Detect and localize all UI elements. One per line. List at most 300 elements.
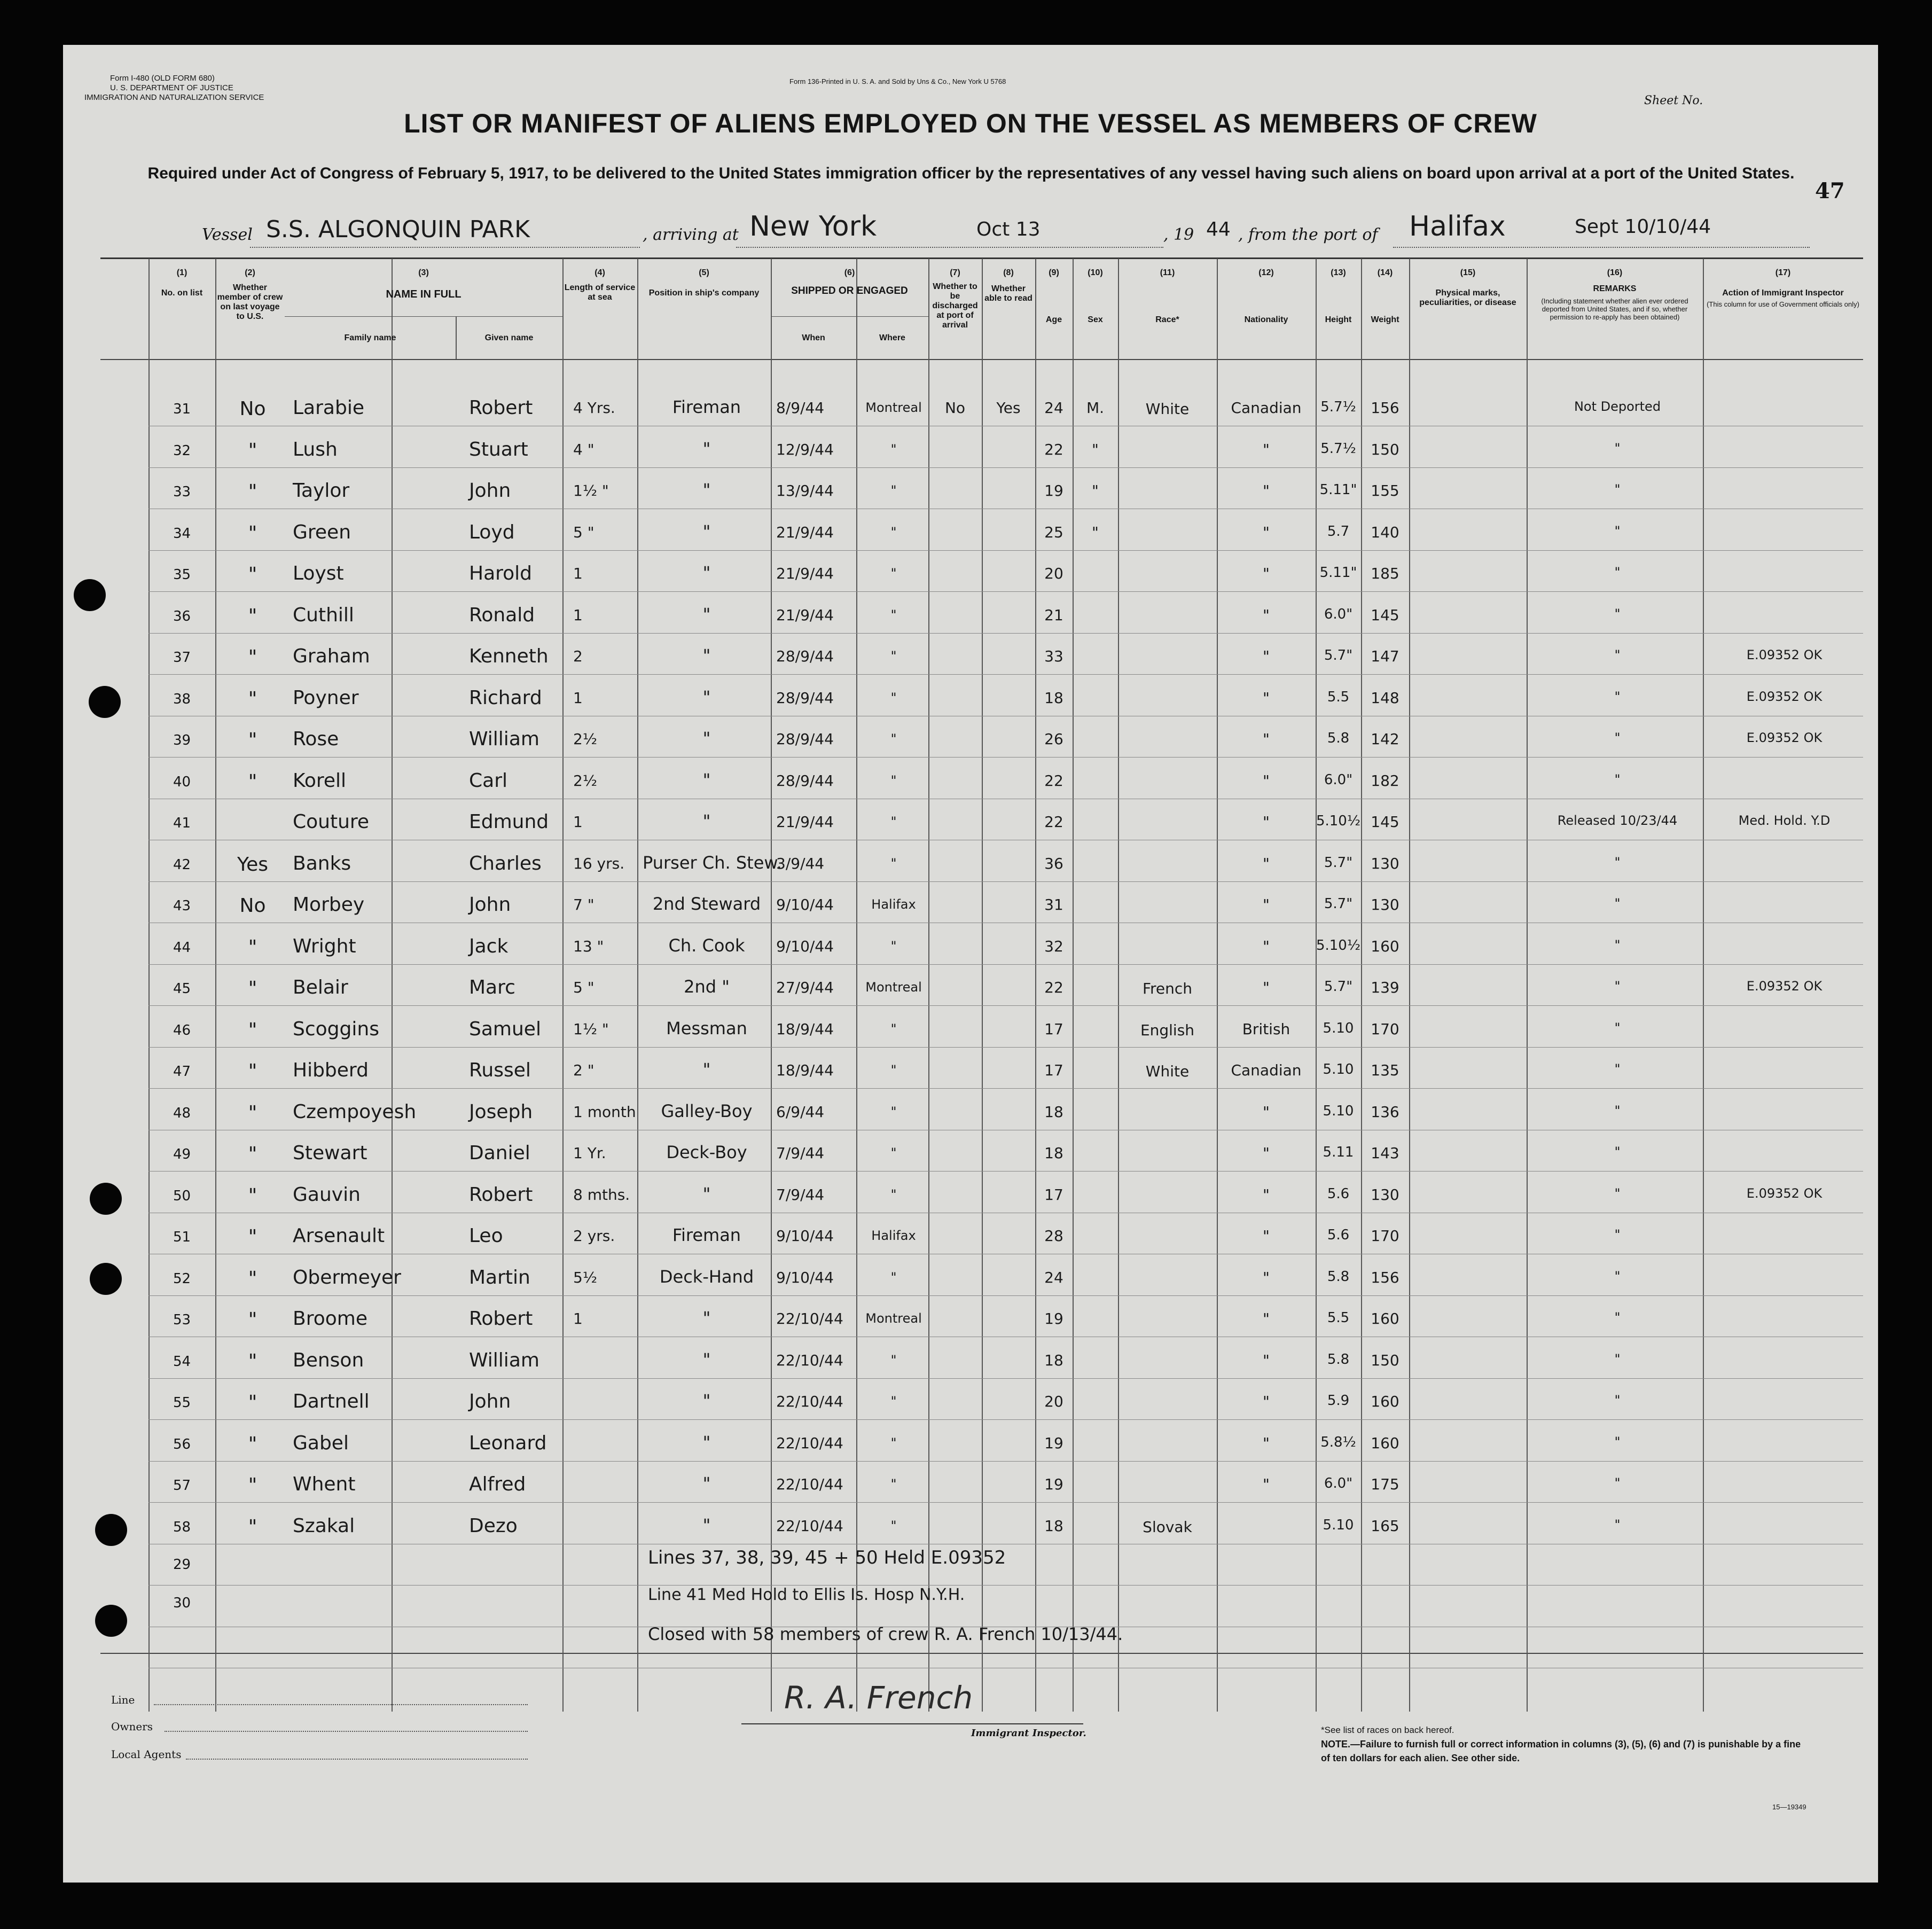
- table-row: [63, 436, 1878, 477]
- shipped-where: ": [890, 772, 897, 788]
- previous-voyage: ": [248, 522, 257, 544]
- nationality: ": [1263, 1351, 1270, 1369]
- remarks: ": [1614, 1144, 1621, 1159]
- previous-voyage: ": [248, 1019, 257, 1041]
- age: 17: [1044, 1061, 1063, 1079]
- row-number: 47: [173, 1064, 191, 1080]
- remarks: ": [1614, 1517, 1621, 1532]
- family-name: Green: [293, 521, 351, 543]
- age: 18: [1044, 1103, 1063, 1121]
- nationality: ": [1263, 937, 1270, 955]
- nationality: ": [1263, 482, 1270, 499]
- age: 19: [1044, 1434, 1063, 1452]
- family-name: Rose: [293, 728, 339, 750]
- sex: ": [1092, 440, 1099, 458]
- nationality: ": [1263, 1103, 1270, 1121]
- given-name: Robert: [469, 1308, 533, 1330]
- table-row: [63, 850, 1878, 891]
- previous-voyage: No: [239, 895, 266, 917]
- previous-voyage: ": [248, 1474, 257, 1496]
- shipped-when: 28/9/44: [776, 647, 834, 665]
- table-row: [63, 1430, 1878, 1471]
- remarks: ": [1614, 606, 1621, 621]
- family-name: Scoggins: [293, 1018, 379, 1040]
- col15-number: (15): [1460, 268, 1476, 277]
- nationality: ": [1263, 1227, 1270, 1245]
- inspector-signature: R. A. French: [784, 1680, 973, 1716]
- height: 5.10½: [1316, 937, 1361, 954]
- length-of-service: 13 ": [573, 937, 604, 955]
- nationality: ": [1263, 440, 1270, 458]
- col12-header: Nationality: [1244, 315, 1288, 324]
- weight: 160: [1371, 937, 1399, 955]
- given-name: Ronald: [469, 604, 535, 626]
- remarks: ": [1614, 1310, 1621, 1325]
- col13-number: (13): [1331, 268, 1346, 277]
- height: 5.7": [1324, 979, 1353, 995]
- line-label: Line: [111, 1693, 135, 1706]
- weight: 130: [1371, 854, 1399, 872]
- table-row: [63, 1347, 1878, 1388]
- weight: 156: [1371, 399, 1399, 417]
- nationality: ": [1263, 896, 1270, 913]
- height: 5.7½: [1320, 440, 1356, 457]
- table-row: [63, 478, 1878, 518]
- given-name: Jack: [469, 935, 509, 957]
- family-name: Banks: [293, 852, 351, 874]
- weight: 139: [1371, 979, 1399, 996]
- previous-voyage: ": [248, 1433, 257, 1455]
- age: 18: [1044, 1351, 1063, 1369]
- remarks: Not Deported: [1574, 399, 1661, 414]
- position: ": [702, 1059, 711, 1080]
- family-name: Morbey: [293, 894, 365, 916]
- shipped-when: 28/9/44: [776, 771, 834, 790]
- family-name: Czempoyesh: [293, 1100, 417, 1123]
- age: 33: [1044, 647, 1063, 665]
- age: 18: [1044, 689, 1063, 707]
- given-name: Charles: [469, 852, 542, 874]
- col13-header: Height: [1325, 315, 1352, 324]
- family-name: Gauvin: [293, 1183, 361, 1206]
- age: 22: [1044, 813, 1063, 831]
- table-row: [63, 768, 1878, 808]
- previous-voyage: Yes: [237, 853, 269, 876]
- arriving-underline: [736, 247, 1163, 248]
- inspector-action: E.09352 OK: [1746, 730, 1823, 745]
- table-row: [63, 1057, 1878, 1098]
- weight: 130: [1371, 1185, 1399, 1204]
- row-number: 57: [173, 1478, 191, 1494]
- previous-voyage: ": [248, 688, 257, 710]
- agents-underline: [186, 1759, 528, 1760]
- col7-number: (7): [950, 268, 960, 277]
- age: 36: [1044, 854, 1063, 872]
- form-number: Form I-480 (OLD FORM 680): [110, 74, 215, 83]
- shipped-when: 22/10/44: [776, 1393, 843, 1410]
- family-name: Lush: [293, 438, 338, 460]
- given-name: Russel: [469, 1059, 531, 1081]
- given-name: Harold: [469, 563, 533, 584]
- row-number: 53: [173, 1312, 191, 1328]
- height: 5.11": [1319, 565, 1357, 581]
- col14-header: Weight: [1371, 315, 1399, 324]
- row-number: 45: [173, 981, 191, 997]
- position: ": [702, 438, 711, 459]
- shipped-when: 18/9/44: [776, 1061, 834, 1079]
- height: 5.5: [1327, 1310, 1350, 1326]
- row-number: 35: [173, 567, 191, 583]
- page-number: 47: [1815, 178, 1845, 204]
- given-name: Dezo: [469, 1514, 518, 1537]
- shipped-when: 9/10/44: [776, 1227, 834, 1245]
- length-of-service: 2: [573, 647, 583, 665]
- position: 2nd ": [684, 977, 730, 997]
- shipped-where: ": [890, 649, 897, 663]
- length-of-service: 5 ": [573, 979, 595, 996]
- shipped-when: 8/9/44: [776, 399, 825, 417]
- department: U. S. DEPARTMENT OF JUSTICE: [110, 83, 233, 92]
- position: Fireman: [672, 397, 741, 417]
- weight: 150: [1371, 440, 1399, 458]
- discharged: No: [944, 399, 966, 417]
- position: Galley-Boy: [661, 1100, 753, 1121]
- col1-header: No. on list: [161, 288, 203, 298]
- given-name: Robert: [469, 397, 533, 419]
- position: Deck-Boy: [666, 1142, 747, 1162]
- age: 18: [1044, 1517, 1063, 1535]
- weight: 185: [1371, 565, 1399, 582]
- nationality: ": [1263, 1434, 1270, 1452]
- given-name: Kenneth: [469, 645, 549, 667]
- arrival-year: 44: [1206, 218, 1231, 240]
- shipped-when: 12/9/44: [776, 440, 834, 458]
- weight: 145: [1371, 606, 1399, 624]
- height: 5.10: [1323, 1103, 1354, 1119]
- weight: 160: [1371, 1434, 1399, 1452]
- length-of-service: 16 yrs.: [573, 854, 625, 872]
- table-row: [63, 892, 1878, 932]
- col16-note: (Including statement whether alien ever ordered deported from United States, and if so, whether permission to re-apply has been obtained): [1541, 297, 1688, 321]
- position: ": [702, 686, 711, 707]
- family-name: Gabel: [293, 1432, 349, 1454]
- shipped-where: ": [890, 855, 897, 871]
- able-to-read: Yes: [996, 399, 1021, 417]
- row-number: 44: [173, 939, 191, 956]
- race: English: [1140, 1021, 1195, 1039]
- col9-number: (9): [1049, 268, 1059, 277]
- weight: 156: [1371, 1268, 1399, 1286]
- shipped-when: 6/9/44: [776, 1103, 825, 1121]
- shipped-where: ": [890, 1435, 897, 1450]
- height: 6.0": [1324, 1475, 1353, 1491]
- table-row: [63, 685, 1878, 725]
- family-name: Benson: [293, 1349, 364, 1371]
- punch-hole: [74, 579, 106, 611]
- family-name: Graham: [293, 645, 370, 667]
- col2-header: Whether member of crew on last voyage to U.S.: [217, 283, 283, 321]
- previous-voyage: ": [248, 481, 257, 503]
- position: ": [702, 769, 711, 790]
- given-name: John: [469, 480, 511, 502]
- col3-family-header: Family name: [344, 333, 396, 342]
- line-underline: [154, 1704, 528, 1705]
- note-closed: Closed with 58 members of crew R. A. French 10/13/44.: [648, 1624, 1123, 1644]
- arriving-label: , arriving at: [643, 225, 739, 244]
- punch-hole: [95, 1514, 127, 1546]
- height: 5.8½: [1320, 1434, 1356, 1450]
- previous-voyage: ": [248, 1350, 257, 1372]
- row-number: 43: [173, 898, 191, 914]
- height: 6.0": [1324, 606, 1353, 622]
- height: 5.11: [1323, 1144, 1354, 1160]
- family-name: Cuthill: [293, 604, 354, 626]
- height: 5.7": [1324, 854, 1353, 871]
- age: 20: [1044, 1393, 1063, 1410]
- nationality: British: [1242, 1020, 1290, 1038]
- length-of-service: 5 ": [573, 523, 595, 541]
- previous-voyage: ": [248, 1143, 257, 1165]
- previous-voyage: ": [248, 1226, 257, 1248]
- weight: 143: [1371, 1144, 1399, 1162]
- shipped-when: 22/10/44: [776, 1434, 843, 1452]
- length-of-service: 1: [573, 606, 583, 624]
- sheet-label: Sheet No.: [1644, 94, 1703, 107]
- length-of-service: 1 Yr.: [573, 1144, 606, 1162]
- nationality: ": [1263, 647, 1270, 665]
- table-row: [63, 602, 1878, 643]
- remarks: ": [1614, 1061, 1621, 1076]
- age: 28: [1044, 1227, 1063, 1245]
- given-name: Daniel: [469, 1142, 530, 1164]
- col6-divider: [771, 316, 928, 317]
- manifest-sheet: [63, 45, 1878, 1883]
- given-name: Carl: [469, 769, 507, 792]
- age: 19: [1044, 1310, 1063, 1327]
- age: 17: [1044, 1020, 1063, 1038]
- nationality: ": [1263, 523, 1270, 541]
- height: 5.8: [1327, 730, 1350, 746]
- nationality: ": [1263, 1393, 1270, 1410]
- inspector-action: E.09352 OK: [1746, 689, 1823, 704]
- previous-voyage: ": [248, 564, 257, 585]
- length-of-service: 2½: [573, 730, 597, 748]
- shipped-when: 3/9/44: [776, 854, 825, 872]
- row-number: 54: [173, 1353, 191, 1370]
- local-agents-label: Local Agents: [111, 1748, 182, 1761]
- remarks: ": [1614, 440, 1621, 456]
- family-name: Larabie: [293, 397, 364, 419]
- weight: 148: [1371, 689, 1399, 707]
- nationality: Canadian: [1231, 399, 1302, 417]
- race-note: *See list of races on back hereof.: [1321, 1725, 1454, 1735]
- length-of-service: 1: [573, 813, 583, 831]
- row-number: 33: [173, 484, 191, 500]
- nationality: ": [1263, 1144, 1270, 1162]
- owners-underline: [165, 1731, 528, 1732]
- col8-number: (8): [1003, 268, 1014, 277]
- col5-number: (5): [699, 268, 709, 277]
- position: ": [702, 480, 711, 500]
- age: 32: [1044, 937, 1063, 955]
- length-of-service: 2 ": [573, 1061, 595, 1079]
- form-code: 15—19349: [1772, 1803, 1806, 1811]
- table-row: [63, 974, 1878, 1015]
- height: 5.8: [1327, 1351, 1350, 1368]
- length-of-service: 4 ": [573, 440, 595, 458]
- previous-voyage: ": [248, 936, 257, 958]
- previous-voyage: ": [248, 770, 257, 793]
- col6-when-header: When: [802, 333, 825, 342]
- col3-number: (3): [418, 268, 429, 277]
- row-number: 34: [173, 525, 191, 542]
- nationality: ": [1263, 854, 1270, 872]
- race: Slovak: [1143, 1518, 1192, 1536]
- position: ": [702, 563, 711, 583]
- col3-given-header: Given name: [484, 333, 534, 342]
- shipped-where: ": [890, 441, 897, 457]
- vessel-underline: [250, 247, 640, 248]
- nationality: ": [1263, 813, 1270, 831]
- shipped-where: Montreal: [865, 400, 922, 415]
- nationality: ": [1263, 979, 1270, 996]
- remarks: ": [1614, 1434, 1621, 1449]
- shipped-where: ": [890, 1186, 897, 1202]
- weight: 182: [1371, 771, 1399, 790]
- remarks: ": [1614, 854, 1621, 870]
- row-number: 50: [173, 1188, 191, 1204]
- col3-header: NAME IN FULL: [386, 288, 462, 300]
- length-of-service: 1½ ": [573, 482, 609, 499]
- table-row: [63, 643, 1878, 684]
- previous-voyage: ": [248, 729, 257, 751]
- weight: 136: [1371, 1103, 1399, 1121]
- from-label: , from the port of: [1238, 225, 1378, 244]
- length-of-service: 1 month: [573, 1103, 636, 1121]
- col16-header: REMARKS: [1593, 284, 1637, 293]
- col9-header: Age: [1045, 315, 1062, 324]
- length-of-service: 7 ": [573, 896, 595, 913]
- table-row: [63, 1388, 1878, 1429]
- previous-voyage: ": [248, 1267, 257, 1290]
- table-row: [63, 1140, 1878, 1181]
- col11-header: Race*: [1155, 315, 1179, 324]
- given-name: Marc: [469, 977, 515, 998]
- race: White: [1145, 1063, 1190, 1080]
- age: 21: [1044, 606, 1063, 624]
- shipped-when: 13/9/44: [776, 482, 834, 499]
- inspector-action: E.09352 OK: [1746, 647, 1823, 662]
- family-name: Poyner: [293, 686, 359, 709]
- shipped-where: ": [890, 690, 897, 705]
- previous-voyage: ": [248, 1392, 257, 1413]
- given-name: John: [469, 1391, 511, 1412]
- col7-header: Whether to be discharged at port of arrival: [932, 282, 978, 330]
- shipped-when: 9/10/44: [776, 896, 834, 913]
- remarks: ": [1614, 1227, 1621, 1242]
- family-name: Arsenault: [293, 1225, 385, 1247]
- age: 22: [1044, 979, 1063, 996]
- nationality: ": [1263, 730, 1270, 748]
- weight: 147: [1371, 647, 1399, 665]
- family-name: Couture: [293, 811, 370, 833]
- row-number: 56: [173, 1436, 191, 1452]
- row-number: 30: [173, 1595, 191, 1611]
- weight: 170: [1371, 1020, 1399, 1038]
- length-of-service: 1: [573, 1310, 583, 1327]
- nationality: ": [1263, 606, 1270, 624]
- row-number: 31: [173, 401, 191, 417]
- punch-hole: [89, 686, 121, 718]
- weight: 160: [1371, 1310, 1399, 1327]
- table-row: [63, 1264, 1878, 1305]
- shipped-where: ": [890, 731, 897, 746]
- col15-header: Physical marks, peculiarities, or disease: [1419, 288, 1516, 307]
- nationality: Canadian: [1231, 1061, 1302, 1079]
- shipped-when: 7/9/44: [776, 1185, 825, 1204]
- weight: 175: [1371, 1475, 1399, 1493]
- col5-header: Position in ship's company: [648, 288, 760, 298]
- shipped-when: 22/10/44: [776, 1351, 843, 1369]
- from-underline: [1393, 247, 1810, 248]
- col2-number: (2): [245, 268, 255, 277]
- table-row: [63, 1471, 1878, 1512]
- nationality: ": [1263, 565, 1270, 582]
- age: 22: [1044, 771, 1063, 790]
- height: 5.10: [1323, 1020, 1354, 1036]
- shipped-when: 21/9/44: [776, 523, 834, 541]
- arriving-port: New York: [749, 210, 877, 243]
- row-number: 55: [173, 1395, 191, 1411]
- nationality: ": [1263, 1310, 1270, 1327]
- punch-hole: [90, 1263, 122, 1295]
- length-of-service: 8 mths.: [573, 1185, 630, 1204]
- age: 17: [1044, 1185, 1063, 1204]
- age: 25: [1044, 523, 1063, 541]
- shipped-when: 22/10/44: [776, 1310, 843, 1327]
- shipped-when: 22/10/44: [776, 1475, 843, 1493]
- height: 5.6: [1327, 1185, 1350, 1202]
- given-name: Joseph: [469, 1100, 533, 1123]
- given-name: Stuart: [469, 438, 528, 460]
- weight: 130: [1371, 896, 1399, 913]
- height: 5.10½: [1316, 813, 1361, 829]
- col6-number: (6): [844, 268, 855, 277]
- shipped-when: 9/10/44: [776, 937, 834, 955]
- age: 24: [1044, 1268, 1063, 1286]
- height: 5.5: [1327, 689, 1350, 705]
- given-name: William: [469, 1349, 539, 1371]
- remarks: ": [1614, 1268, 1621, 1284]
- table-row: [63, 395, 1878, 435]
- given-name: William: [469, 728, 539, 750]
- shipped-where: ": [890, 566, 897, 581]
- inspector-label: Immigrant Inspector.: [971, 1728, 1086, 1739]
- given-name: Leo: [469, 1225, 503, 1247]
- row-number: 48: [173, 1105, 191, 1121]
- given-name: Loyd: [469, 521, 515, 543]
- shipped-where: ": [890, 1352, 897, 1368]
- given-name: Edmund: [469, 811, 549, 833]
- shipped-where: Halifax: [871, 1228, 916, 1243]
- col17-header: Action of Immigrant Inspector: [1722, 288, 1844, 298]
- family-name: Belair: [293, 977, 348, 998]
- inspector-action: E.09352 OK: [1746, 979, 1823, 994]
- remarks: Released 10/23/44: [1557, 813, 1678, 828]
- arrival-date: Oct 13: [976, 218, 1041, 240]
- weight: 155: [1371, 482, 1399, 499]
- shipped-where: ": [890, 1104, 897, 1119]
